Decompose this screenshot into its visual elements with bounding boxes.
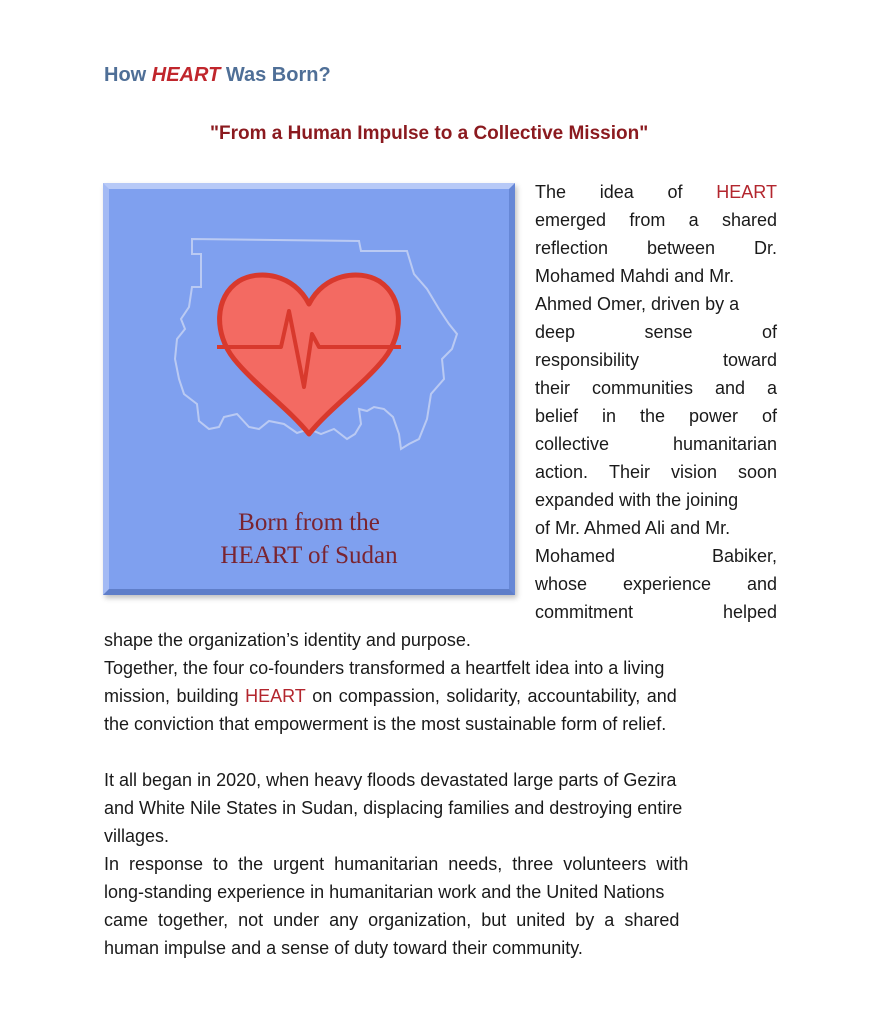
heading-text: How [104,64,152,86]
logo-tagline-line2: HEART of Sudan [220,542,398,569]
text-word: toward [722,350,777,370]
text-word: and [714,378,745,398]
page-heading [104,64,331,87]
text-word: of [761,406,777,426]
text-word: sense [644,322,693,342]
text-word: belief [535,406,579,426]
text-span: on compassion, solidarity, accountability, and [305,686,677,706]
text-word: a [688,210,699,230]
heading-accent: HEART [151,64,221,86]
text-word: expanded with the joining [535,490,739,510]
text-word: between [646,238,716,258]
text-word: of [761,322,777,342]
text-word: idea [599,182,634,202]
text-word: Dr. [753,238,777,258]
heart-accent: HEART [716,182,777,202]
text-word: helped [722,602,777,622]
text-word: reflection [535,238,609,258]
text-word: collective [535,434,610,454]
text-word: responsibility [535,350,640,370]
text-line: shape the organization’s identity and purpose. [104,630,471,650]
text-word: power [688,406,739,426]
text-word: Babiker, [711,546,777,566]
text-line [535,486,777,514]
text-line: villages. [104,826,170,846]
text-line: Together, the four co-founders transformed a heartfelt idea into a living [104,658,665,678]
text-word: Mohamed Mahdi and Mr. [535,266,735,286]
subtitle: "From a Human Impulse to a Collective Mission" [210,123,649,144]
text-word: from [629,210,666,230]
text-line [535,178,777,206]
text-word: their [535,378,571,398]
text-line [535,374,777,402]
text-line: human impulse and a sense of duty toward their community. [104,938,583,958]
text-word: experience [622,574,712,594]
text-word: whose [535,574,588,594]
heading-text-end: Was Born? [220,64,331,86]
origin-paragraph [104,766,776,850]
text-line: long-standing experience in humanitarian work and the United Nations [104,882,665,902]
text-word: vision [670,462,717,482]
text-word: Their [609,462,651,482]
text-line: the conviction that empowerment is the most sustainable form of relief. [104,714,667,734]
text-line [535,402,777,430]
text-word: of [667,182,683,202]
text-line [535,318,777,346]
text-line [104,682,776,710]
intro-paragraph-end [104,626,776,738]
text-line [535,234,777,262]
response-paragraph [104,850,776,962]
text-word: humanitarian [672,434,777,454]
text-line [535,346,777,374]
text-word: soon [737,462,777,482]
text-span: mission, building [104,686,246,706]
text-line [535,542,777,570]
text-line [535,206,777,234]
text-word: deep [535,322,576,342]
text-word: action. [535,462,589,482]
text-word: commitment [535,602,634,622]
text-line: came together, not under any organization, but united by a shared [104,910,680,930]
text-line [535,514,777,542]
text-word: a [766,378,777,398]
text-word: shared [721,210,777,230]
text-line [535,570,777,598]
text-line [535,598,777,626]
text-line: and White Nile States in Sudan, displacing families and destroying entire [104,798,683,818]
text-line [535,262,777,290]
text-word: the [639,406,666,426]
text-line [535,458,777,486]
text-word: of Mr. Ahmed Ali and Mr. [535,518,731,538]
heart-sudan-logo [103,183,515,595]
text-line: In response to the urgent humanitarian needs, three volunteers with [104,854,689,874]
text-word: Ahmed Omer, driven by a [535,294,740,314]
intro-paragraph-wrap [535,178,777,626]
text-word: in [602,406,617,426]
text-word: and [746,574,777,594]
text-line [535,290,777,318]
text-line [535,430,777,458]
text-word: The [535,182,567,202]
text-line: It all began in 2020, when heavy floods devastated large parts of Gezira [104,770,677,790]
text-word: emerged [535,210,607,230]
heart-accent: HEART [245,686,306,706]
text-word: communities [591,378,693,398]
logo-tagline-line1: Born from the [238,509,380,536]
text-word: Mohamed [535,546,616,566]
